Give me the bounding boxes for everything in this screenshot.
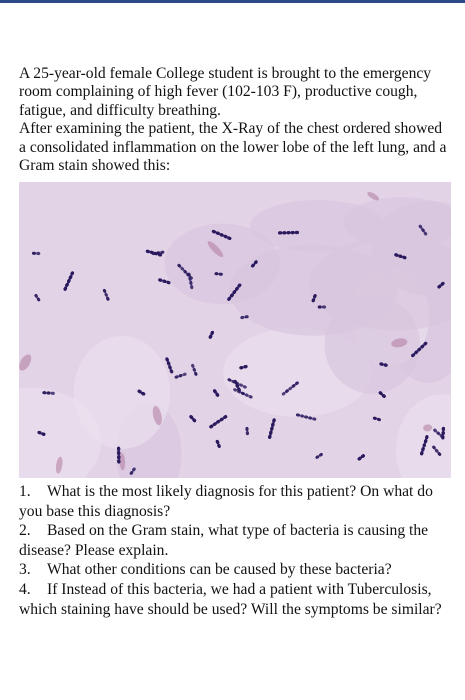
case-description — [19, 65, 449, 175]
question-3: 3. What other conditions can be caused by these bacteria? — [19, 561, 392, 579]
gram-stain-micrograph — [19, 182, 451, 478]
question-2: 2. Based on the Gram stain, what type of bacteria is causing the disease? Please explain. — [19, 522, 429, 559]
case-paragraph-2: After examining the patient, the X-Ray of the chest ordered showed a consolidated inflammation on the lower lobe of the left lung, and a Gram stain showed this: — [19, 120, 447, 175]
question-list — [19, 482, 449, 619]
question-1: 1. What is the most likely diagnosis for this patient? On what do you base this diagnosis? — [19, 483, 433, 520]
question-4: 4. If Instead of this bacteria, we had a patient with Tuberculosis, which staining have should be used? Will the symptoms be similar? — [19, 580, 442, 618]
gram-stain-image — [19, 182, 451, 478]
case-paragraph-1: A 25-year-old female College student is brought to the emergency room complaining of high fever (102-103 F), productive cough, fatigue, and difficulty breathing. — [19, 65, 432, 119]
top-border — [0, 0, 465, 3]
